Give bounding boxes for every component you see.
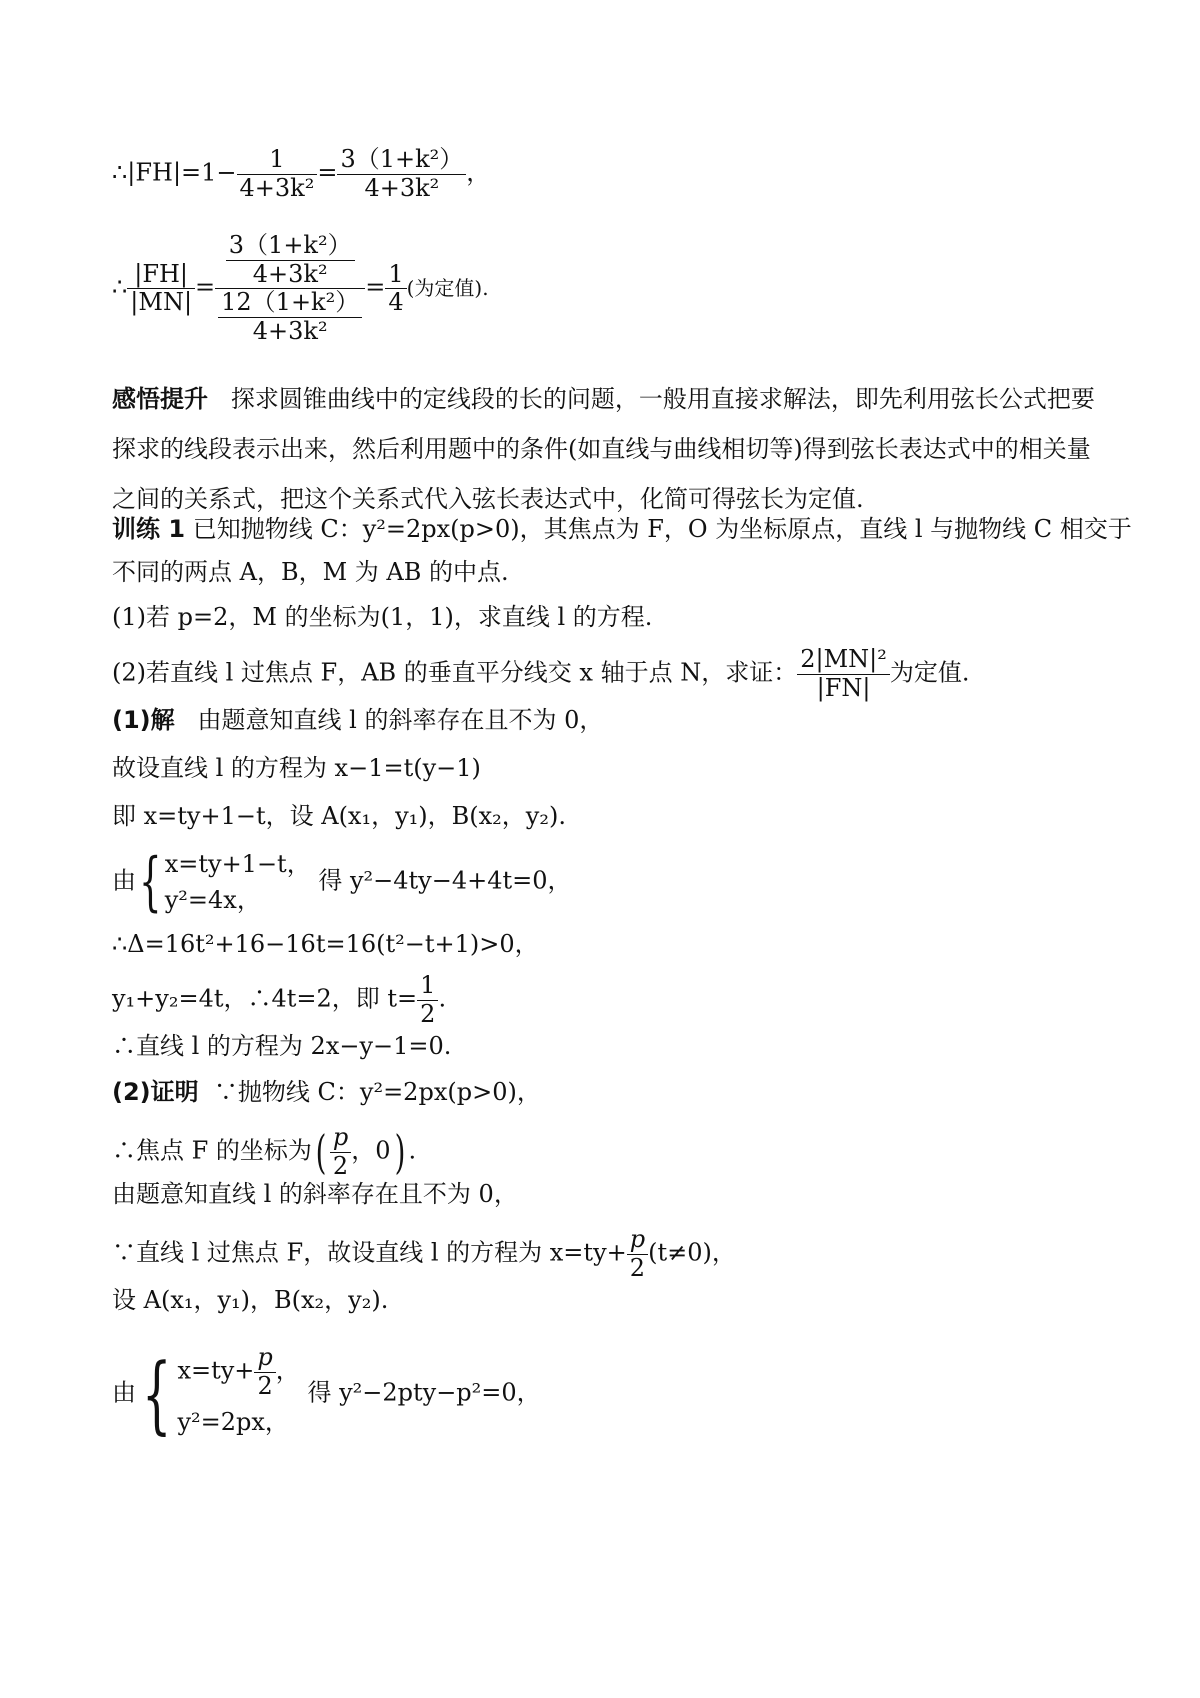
ratio-lhs-numerator: |FH| bbox=[127, 261, 195, 290]
focus-x-fraction bbox=[330, 1124, 351, 1180]
solution-1-line-5: ∴Δ=16t²+16−16t=16(t²−t+1)>0， bbox=[112, 930, 539, 958]
system-2-row-1-suffix: ， bbox=[275, 1356, 300, 1385]
fh-fraction-2-numerator: 3（1+k²） bbox=[337, 146, 466, 175]
question-2-numerator: 2|MN|² bbox=[797, 646, 890, 675]
exercise-question-1: (1)若 p=2，M 的坐标为(1，1)，求直线 l 的方程. bbox=[112, 603, 653, 631]
system-1-prefix: 由 bbox=[112, 866, 136, 895]
solution-1-line-1 bbox=[112, 704, 603, 736]
solution-1-text-1: 由题意知直线 l 的斜率存在且不为 0， bbox=[197, 706, 604, 734]
ratio-equals-1: = bbox=[195, 273, 216, 302]
ratio-complex-numerator bbox=[215, 232, 365, 289]
system-2-row-1-numerator: p bbox=[254, 1344, 275, 1373]
solution-1-line-6-suffix: . bbox=[438, 984, 447, 1013]
ratio-complex-denominator bbox=[215, 289, 365, 345]
question-2-suffix: 为定值. bbox=[889, 658, 970, 687]
left-brace-icon: { bbox=[139, 845, 162, 919]
line-equation-fraction bbox=[627, 1226, 648, 1282]
ratio-result-numerator: 1 bbox=[385, 261, 406, 290]
solution-1-line-6 bbox=[112, 972, 446, 1028]
ratio-bottom-numerator: 12（1+k²） bbox=[218, 289, 362, 318]
ratio-result-denominator: 4 bbox=[388, 288, 404, 317]
t-value-fraction bbox=[417, 972, 438, 1028]
fh-fraction-1-denominator: 4+3k² bbox=[239, 173, 315, 202]
solution-2-label: (2)证明 bbox=[112, 1078, 199, 1106]
fh-suffix: ， bbox=[466, 158, 491, 187]
exercise-label: 训练 1 bbox=[112, 515, 186, 543]
system-2-rows bbox=[177, 1344, 299, 1444]
question-2-prefix: (2)若直线 l 过焦点 F，AB 的垂直平分线交 x 轴于点 N，求证： bbox=[112, 658, 798, 687]
exercise-line-2: 不同的两点 A，B，M 为 AB 的中点. bbox=[112, 558, 509, 586]
solution-2-line-2 bbox=[112, 1124, 416, 1180]
focus-coordinate-prefix: ∴焦点 F 的坐标为 bbox=[112, 1136, 312, 1165]
system-1-row-1: x=ty+1−t， bbox=[164, 850, 311, 878]
focus-coordinate-suffix: . bbox=[408, 1136, 417, 1165]
line-equation-prefix: ∵直线 l 过焦点 F，故设直线 l 的方程为 x=ty+ bbox=[112, 1238, 627, 1267]
system-1-row-2: y²=4x， bbox=[164, 886, 261, 914]
ratio-top-numerator: 3（1+k²） bbox=[226, 232, 355, 261]
solution-2-text-1: ∵抛物线 C：y²=2px(p>0)， bbox=[213, 1078, 541, 1106]
focus-x-numerator: p bbox=[330, 1124, 351, 1153]
question-2-denominator: |FN| bbox=[816, 673, 871, 702]
system-2-row-1-fraction bbox=[254, 1344, 275, 1400]
system-2-row-1 bbox=[177, 1344, 299, 1400]
ratio-equation bbox=[112, 232, 489, 345]
line-equation-denominator: 2 bbox=[629, 1253, 646, 1282]
exercise-statement-1: 已知抛物线 C：y²=2px(p>0)，其焦点为 F，O 为坐标原点，直线 l 与抛物线 C 相交于 bbox=[192, 515, 1132, 543]
solution-1-line-6-prefix: y₁+y₂=4t，∴4t=2，即 t= bbox=[112, 984, 418, 1013]
left-paren-icon: ( bbox=[315, 1125, 327, 1180]
ratio-suffix: (为定值). bbox=[406, 276, 489, 301]
t-value-numerator: 1 bbox=[417, 972, 438, 1001]
fh-fraction-2 bbox=[337, 146, 466, 202]
fh-fraction-1 bbox=[237, 146, 318, 202]
ratio-lhs-fraction bbox=[127, 261, 195, 317]
fh-equals: = bbox=[317, 158, 338, 187]
fh-fraction-2-denominator: 4+3k² bbox=[364, 173, 440, 202]
fh-fraction-1-numerator: 1 bbox=[237, 146, 318, 175]
ratio-top-fraction bbox=[226, 232, 355, 288]
ratio-top-denominator: 4+3k² bbox=[252, 259, 328, 288]
system-2-prefix: 由 bbox=[112, 1378, 136, 1407]
system-2-row-1-denominator: 2 bbox=[257, 1371, 273, 1400]
system-1-result: 得 y²−4ty−4+4t=0， bbox=[318, 866, 572, 895]
exercise-question-2 bbox=[112, 646, 970, 702]
left-brace-icon: { bbox=[142, 1345, 172, 1444]
exercise-line-1 bbox=[112, 513, 1132, 545]
solution-1-line-3: 即 x=ty+1−t，设 A(x₁，y₁)，B(x₂，y₂). bbox=[112, 802, 566, 830]
insight-label: 感悟提升 bbox=[112, 385, 208, 413]
solution-2-line-3: 由题意知直线 l 的斜率存在且不为 0， bbox=[112, 1180, 518, 1208]
ratio-result-fraction bbox=[385, 261, 406, 317]
system-2-row-1-prefix: x=ty+ bbox=[177, 1356, 255, 1385]
solution-1-label: (1)解 bbox=[112, 706, 175, 734]
fh-equation bbox=[112, 146, 490, 202]
ratio-equals-2: = bbox=[365, 273, 386, 302]
system-1-rows bbox=[165, 846, 311, 918]
solution-1-line-2: 故设直线 l 的方程为 x−1=t(y−1) bbox=[112, 754, 481, 782]
insight-text: 探求圆锥曲线中的定线段的长的问题，一般用直接求解法，即先利用弦长公式把要探求的线段表示出来，然后利用题中的条件(如直线与曲线相切等)得到弦长表达式中的相关量之间的关系式，把这个关系式代入弦长表达式中，化简可得弦长为定值. bbox=[112, 385, 1095, 513]
solution-1-line-7: ∴直线 l 的方程为 2x−y−1=0. bbox=[112, 1032, 452, 1060]
ratio-prefix: ∴ bbox=[112, 273, 128, 302]
insight-paragraph bbox=[112, 374, 1102, 524]
solution-2-line-4 bbox=[112, 1226, 736, 1282]
solution-2-line-1 bbox=[112, 1076, 541, 1108]
ratio-lhs-denominator: |MN| bbox=[130, 288, 193, 317]
right-paren-icon: ) bbox=[394, 1125, 405, 1180]
ratio-bottom-fraction bbox=[218, 289, 362, 345]
question-2-fraction bbox=[797, 646, 890, 702]
line-equation-numerator: p bbox=[627, 1226, 648, 1255]
ratio-bottom-denominator: 4+3k² bbox=[252, 316, 328, 345]
solution-2-system bbox=[112, 1344, 541, 1444]
focus-x-denominator: 2 bbox=[332, 1151, 349, 1180]
line-equation-suffix: (t≠0)， bbox=[648, 1238, 736, 1267]
solution-2-line-5: 设 A(x₁，y₁)，B(x₂，y₂). bbox=[112, 1286, 389, 1314]
ratio-complex-fraction bbox=[215, 232, 365, 345]
solution-1-system bbox=[112, 846, 572, 918]
t-value-denominator: 2 bbox=[420, 999, 436, 1028]
fh-prefix: ∴|FH|=1− bbox=[112, 158, 237, 187]
system-2-result: 得 y²−2pty−p²=0， bbox=[307, 1378, 541, 1407]
system-2-row-2: y²=2px， bbox=[177, 1408, 289, 1437]
focus-y-value: ，0 bbox=[351, 1136, 391, 1165]
